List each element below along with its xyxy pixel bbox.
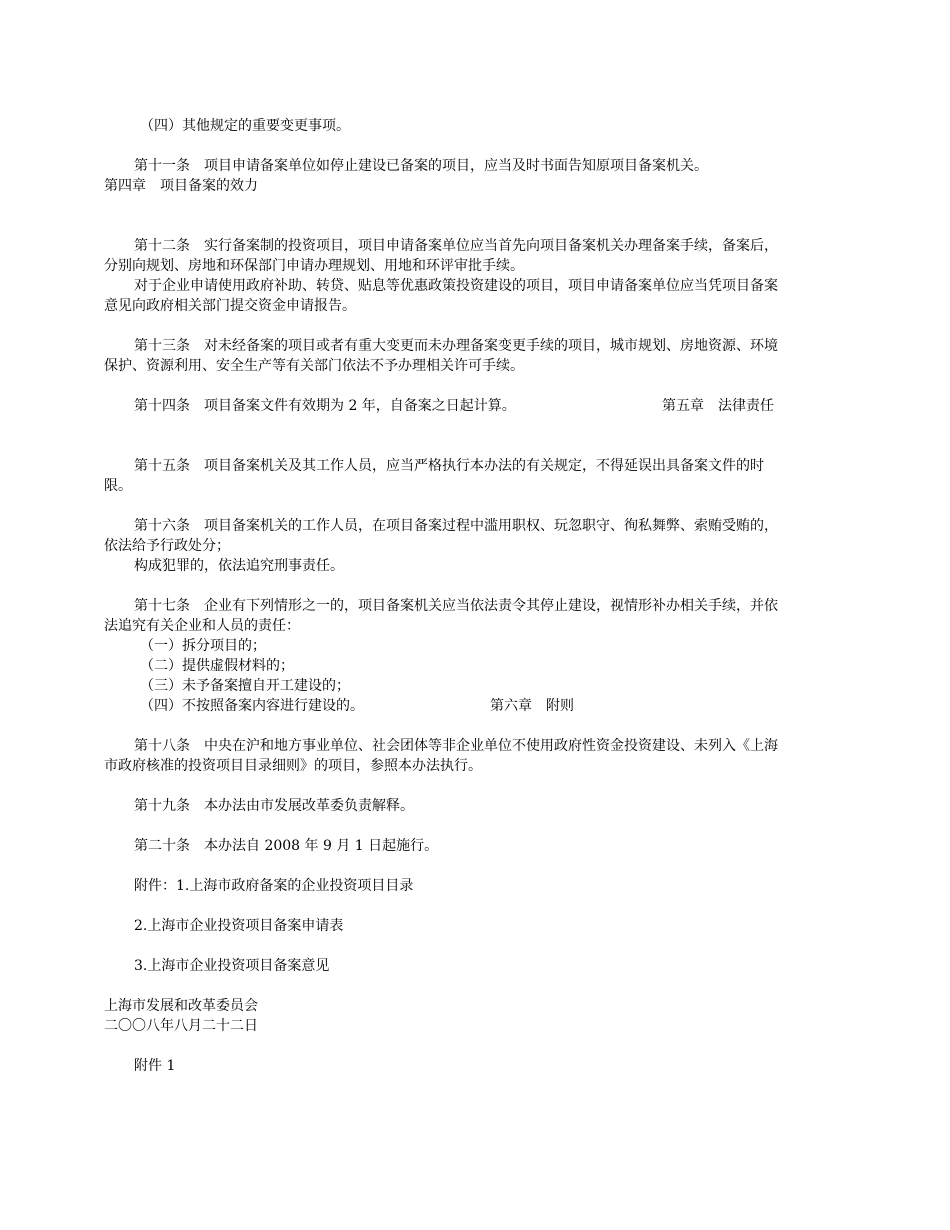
article-12-line-3: 对于企业申请使用政府补助、转贷、贴息等优惠政策投资建设的项目，项目申请备案单位应当凭项目备案 — [134, 278, 778, 294]
article-18-line-2: 市政府核准的投资项目目录细则》的项目，参照本办法执行。 — [104, 758, 482, 774]
article-13-line-1: 第十三条 对未经备案的项目或者有重大变更而未办理备案变更手续的项目，城市规划、房地资源、环境 — [134, 338, 778, 354]
article-12-line-4: 意见向政府相关部门提交资金申请报告。 — [104, 298, 356, 314]
chapter-6-heading: 第六章 附则 — [490, 698, 574, 714]
article-12-line-1: 第十二条 实行备案制的投资项目，项目申请备案单位应当首先向项目备案机关办理备案手续，备案后， — [134, 238, 778, 254]
article-16-line-1: 第十六条 项目备案机关的工作人员，在项目备案过程中滥用职权、玩忽职守、徇私舞弊、索贿受贿的， — [134, 518, 778, 534]
article-17-line-2: 法追究有关企业和人员的责任： — [104, 618, 300, 634]
article-15-line-2: 限。 — [104, 478, 132, 494]
article-11: 第十一条 项目申请备案单位如停止建设已备案的项目，应当及时书面告知原项目备案机关。 — [134, 158, 708, 174]
article-12-line-2: 分别向规划、房地和环保部门申请办理规划、用地和环评审批手续。 — [104, 258, 524, 274]
chapter-4-heading: 第四章 项目备案的效力 — [104, 178, 258, 194]
article-17-item-2: （二）提供虚假材料的； — [140, 658, 294, 674]
attachment-1-entry: 附件：1.上海市政府备案的企业投资项目目录 — [134, 878, 414, 894]
article-17-item-4: （四）不按照备案内容进行建设的。 — [140, 698, 364, 714]
attachment-2-entry: 2.上海市企业投资项目备案申请表 — [134, 918, 344, 934]
article-14: 第十四条 项目备案文件有效期为 2 年，自备案之日起计算。 — [134, 398, 516, 414]
article-20: 第二十条 本办法自 2008 年 9 月 1 日起施行。 — [134, 838, 439, 854]
article-13-line-2: 保护、资源利用、安全生产等有关部门依法不予办理相关许可手续。 — [104, 358, 524, 374]
article-19: 第十九条 本办法由市发展改革委负责解释。 — [134, 798, 414, 814]
item-four-line: （四）其他规定的重要变更事项。 — [140, 118, 350, 134]
attachment-1-heading: 附件 1 — [134, 1058, 176, 1074]
article-17-line-1: 第十七条 企业有下列情形之一的，项目备案机关应当依法责令其停止建设，视情形补办相关手续，并依 — [134, 598, 778, 614]
article-18-line-1: 第十八条 中央在沪和地方事业单位、社会团体等非企业单位不使用政府性资金投资建设、未列入《上海 — [134, 738, 778, 754]
issue-date: 二〇〇八年八月二十二日 — [104, 1018, 258, 1034]
issuer-name: 上海市发展和改革委员会 — [104, 998, 258, 1014]
article-16-line-2: 依法给予行政处分； — [104, 538, 230, 554]
chapter-5-heading: 第五章 法律责任 — [662, 398, 774, 414]
article-17-item-1: （一）拆分项目的； — [140, 638, 266, 654]
article-15-line-1: 第十五条 项目备案机关及其工作人员，应当严格执行本办法的有关规定，不得延误出具备案文件的时 — [134, 458, 764, 474]
attachment-3-entry: 3.上海市企业投资项目备案意见 — [134, 958, 330, 974]
article-16-line-3: 构成犯罪的，依法追究刑事责任。 — [134, 558, 344, 574]
article-17-item-3: （三）未予备案擅自开工建设的； — [140, 678, 350, 694]
